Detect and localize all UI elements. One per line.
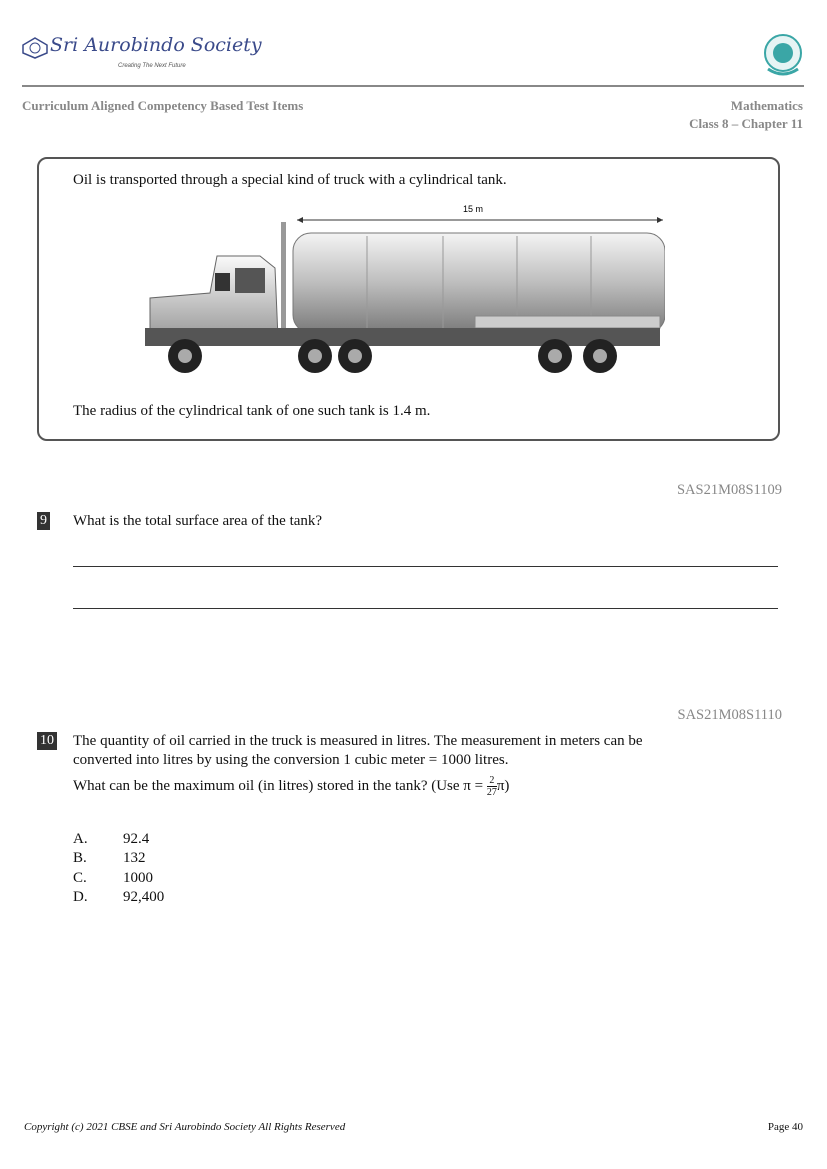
- pi-fraction: $\frac{2}{27}$: [486, 775, 497, 799]
- question-code: SAS21M08S1109: [676, 482, 782, 498]
- logo-text: Sri Aurobindo Society: [50, 34, 262, 56]
- subject: Mathematics: [730, 98, 803, 113]
- question-code: SAS21M08S1110: [677, 707, 782, 723]
- oil-truck-illustration: [145, 198, 665, 380]
- question-text-line3: What can be the maximum oil (in litres) stored in the tank? (Use π = $\frac{2}{27}\pi$): [73, 775, 510, 799]
- question-text-line2: converted into litres by using the conversion 1 cubic meter = 1000 litres.: [73, 752, 509, 768]
- option-c[interactable]: C. 1000: [73, 870, 153, 886]
- header-divider: [22, 85, 804, 87]
- question-number: 9: [37, 512, 50, 530]
- document-title: Curriculum Aligned Competency Based Test Items: [22, 98, 304, 113]
- dimension-label: 15 m: [463, 204, 484, 214]
- page-number: Page 40: [767, 1121, 803, 1133]
- class-chapter: Class 8 – Chapter 11: [689, 116, 803, 131]
- context-intro: Oil is transported through a special kind of truck with a cylindrical tank.: [73, 172, 507, 188]
- radius-text: The radius of the cylindrical tank of one such tank is 1.4 m.: [73, 403, 431, 419]
- option-a[interactable]: A. 92.4: [73, 831, 150, 847]
- sri-aurobindo-logo-icon: [22, 37, 48, 59]
- cbse-seal-icon: [762, 33, 804, 79]
- option-d[interactable]: D. 92,400: [73, 889, 165, 905]
- logo-tagline: Creating The Next Future: [118, 63, 186, 69]
- question-number: 10: [37, 732, 57, 750]
- answer-line[interactable]: [73, 608, 778, 609]
- answer-line[interactable]: [73, 566, 778, 567]
- copyright: Copyright (c) 2021 CBSE and Sri Aurobindo Society All Rights Reserved: [24, 1121, 346, 1133]
- option-b[interactable]: B. 132: [73, 850, 146, 866]
- question-text: What is the total surface area of the tank?: [73, 513, 323, 529]
- question-text-line1: The quantity of oil carried in the truck is measured in litres. The measurement in meters can be: [73, 733, 643, 749]
